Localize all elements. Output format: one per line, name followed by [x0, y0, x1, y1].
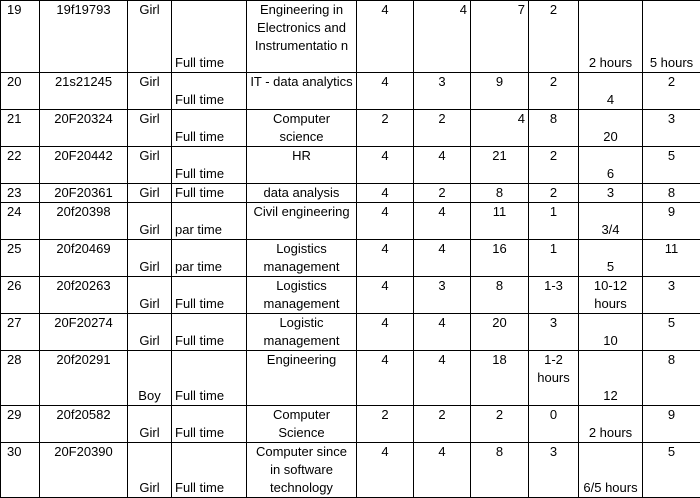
cell-value-a: 4 [357, 240, 414, 277]
cell-value-b: 2 [414, 184, 471, 203]
cell-value-b: 4 [414, 147, 471, 184]
cell-row-number: 27 [1, 314, 40, 351]
cell-row-number: 23 [1, 184, 40, 203]
cell-value-c: 4 [471, 110, 529, 147]
cell-study-time: Full time [172, 277, 247, 314]
cell-row-number: 30 [1, 443, 40, 498]
cell-value-e: 5 hours [643, 1, 700, 73]
cell-field-of-study: Computer science [247, 110, 357, 147]
cell-student-id: 20F20361 [40, 184, 128, 203]
cell-value-e: 8 [643, 184, 700, 203]
cell-gender: Girl [128, 110, 172, 147]
cell-hours: 4 [579, 73, 643, 110]
cell-value-b: 3 [414, 277, 471, 314]
cell-value-c: 9 [471, 73, 529, 110]
cell-value-e: 2 [643, 73, 700, 110]
cell-study-time: Full time [172, 110, 247, 147]
cell-study-time: Full time [172, 443, 247, 498]
cell-value-a: 4 [357, 1, 414, 73]
cell-student-id: 20f20398 [40, 203, 128, 240]
cell-value-e: 5 [643, 147, 700, 184]
cell-value-a: 4 [357, 184, 414, 203]
cell-student-id: 20F20324 [40, 110, 128, 147]
cell-value-b: 2 [414, 110, 471, 147]
cell-student-id: 20f20291 [40, 351, 128, 406]
cell-gender: Girl [128, 314, 172, 351]
cell-study-time: Full time [172, 351, 247, 406]
cell-hours: 20 [579, 110, 643, 147]
cell-study-time: Full time [172, 1, 247, 73]
cell-row-number: 29 [1, 406, 40, 443]
cell-value-e: 11 [643, 240, 700, 277]
cell-gender: Girl [128, 147, 172, 184]
table-row [1, 406, 700, 443]
table-row [1, 110, 700, 147]
cell-field-of-study: HR [247, 147, 357, 184]
cell-field-of-study: data analysis [247, 184, 357, 203]
cell-value-a: 4 [357, 203, 414, 240]
table-row [1, 443, 700, 498]
cell-row-number: 19 [1, 1, 40, 73]
cell-field-of-study: Logistics management [247, 277, 357, 314]
cell-hours: 3 [579, 184, 643, 203]
table-row [1, 314, 700, 351]
table-row [1, 147, 700, 184]
cell-gender: Girl [128, 203, 172, 240]
cell-hours: 10 [579, 314, 643, 351]
cell-study-time: par time [172, 240, 247, 277]
cell-value-d: 2 [529, 73, 579, 110]
cell-student-id: 19f19793 [40, 1, 128, 73]
cell-value-a: 2 [357, 110, 414, 147]
cell-value-c: 11 [471, 203, 529, 240]
cell-row-number: 28 [1, 351, 40, 406]
cell-gender: Girl [128, 73, 172, 110]
cell-value-a: 4 [357, 73, 414, 110]
cell-value-c: 18 [471, 351, 529, 406]
table-row [1, 184, 700, 203]
cell-value-d: 1-3 [529, 277, 579, 314]
cell-value-d: 2 [529, 147, 579, 184]
cell-value-e: 9 [643, 406, 700, 443]
cell-value-c: 20 [471, 314, 529, 351]
cell-row-number: 24 [1, 203, 40, 240]
cell-value-e: 3 [643, 110, 700, 147]
cell-gender: Girl [128, 184, 172, 203]
cell-field-of-study: Computer Science [247, 406, 357, 443]
cell-student-id: 20F20442 [40, 147, 128, 184]
cell-gender: Girl [128, 240, 172, 277]
cell-row-number: 20 [1, 73, 40, 110]
cell-value-c: 21 [471, 147, 529, 184]
cell-hours: 2 hours [579, 1, 643, 73]
cell-hours: 3/4 [579, 203, 643, 240]
table-row [1, 203, 700, 240]
cell-value-b: 4 [414, 1, 471, 73]
cell-student-id: 21s21245 [40, 73, 128, 110]
cell-hours: 10-12 hours [579, 277, 643, 314]
cell-value-c: 8 [471, 277, 529, 314]
cell-study-time: Full time [172, 147, 247, 184]
cell-value-c: 8 [471, 443, 529, 498]
cell-value-e: 3 [643, 277, 700, 314]
cell-value-d: 0 [529, 406, 579, 443]
table-row [1, 277, 700, 314]
cell-gender: Girl [128, 277, 172, 314]
cell-student-id: 20F20390 [40, 443, 128, 498]
cell-value-b: 4 [414, 351, 471, 406]
cell-value-b: 4 [414, 203, 471, 240]
cell-study-time: par time [172, 203, 247, 240]
cell-field-of-study: Engineering [247, 351, 357, 406]
cell-hours: 5 [579, 240, 643, 277]
cell-field-of-study: Logistics management [247, 240, 357, 277]
cell-student-id: 20f20582 [40, 406, 128, 443]
cell-value-a: 4 [357, 147, 414, 184]
cell-gender: Boy [128, 351, 172, 406]
cell-study-time: Full time [172, 314, 247, 351]
cell-value-d: 8 [529, 110, 579, 147]
cell-field-of-study: IT - data analytics [247, 73, 357, 110]
cell-hours: 6 [579, 147, 643, 184]
cell-study-time: Full time [172, 184, 247, 203]
cell-value-c: 8 [471, 184, 529, 203]
cell-value-b: 4 [414, 240, 471, 277]
cell-field-of-study: Engineering in Electronics and Instrumentatio n [247, 1, 357, 73]
table-row [1, 1, 700, 73]
cell-value-d: 2 [529, 1, 579, 73]
cell-value-b: 3 [414, 73, 471, 110]
cell-value-e: 5 [643, 314, 700, 351]
cell-value-c: 16 [471, 240, 529, 277]
cell-value-d: 3 [529, 443, 579, 498]
cell-value-e: 9 [643, 203, 700, 240]
cell-study-time: Full time [172, 406, 247, 443]
table-row [1, 73, 700, 110]
cell-student-id: 20f20469 [40, 240, 128, 277]
cell-value-d: 2 [529, 184, 579, 203]
cell-hours: 2 hours [579, 406, 643, 443]
cell-value-a: 2 [357, 406, 414, 443]
cell-row-number: 22 [1, 147, 40, 184]
cell-hours: 12 [579, 351, 643, 406]
cell-field-of-study: Logistic management [247, 314, 357, 351]
table-body [1, 1, 700, 498]
cell-value-a: 4 [357, 351, 414, 406]
cell-value-d: 1-2 hours [529, 351, 579, 406]
cell-field-of-study: Civil engineering [247, 203, 357, 240]
cell-field-of-study: Computer since in software technology [247, 443, 357, 498]
cell-gender: Girl [128, 1, 172, 73]
cell-value-a: 4 [357, 314, 414, 351]
cell-gender: Girl [128, 443, 172, 498]
cell-value-d: 1 [529, 203, 579, 240]
cell-value-e: 8 [643, 351, 700, 406]
cell-value-d: 1 [529, 240, 579, 277]
table-row [1, 351, 700, 406]
cell-value-a: 4 [357, 277, 414, 314]
table-row [1, 240, 700, 277]
cell-row-number: 21 [1, 110, 40, 147]
cell-value-b: 2 [414, 406, 471, 443]
cell-row-number: 26 [1, 277, 40, 314]
cell-student-id: 20F20274 [40, 314, 128, 351]
cell-value-d: 3 [529, 314, 579, 351]
cell-value-c: 2 [471, 406, 529, 443]
cell-row-number: 25 [1, 240, 40, 277]
cell-gender: Girl [128, 406, 172, 443]
cell-value-b: 4 [414, 314, 471, 351]
cell-student-id: 20f20263 [40, 277, 128, 314]
cell-value-e: 5 [643, 443, 700, 498]
cell-value-a: 4 [357, 443, 414, 498]
cell-value-b: 4 [414, 443, 471, 498]
cell-hours: 6/5 hours [579, 443, 643, 498]
cell-study-time: Full time [172, 73, 247, 110]
cell-value-c: 7 [471, 1, 529, 73]
